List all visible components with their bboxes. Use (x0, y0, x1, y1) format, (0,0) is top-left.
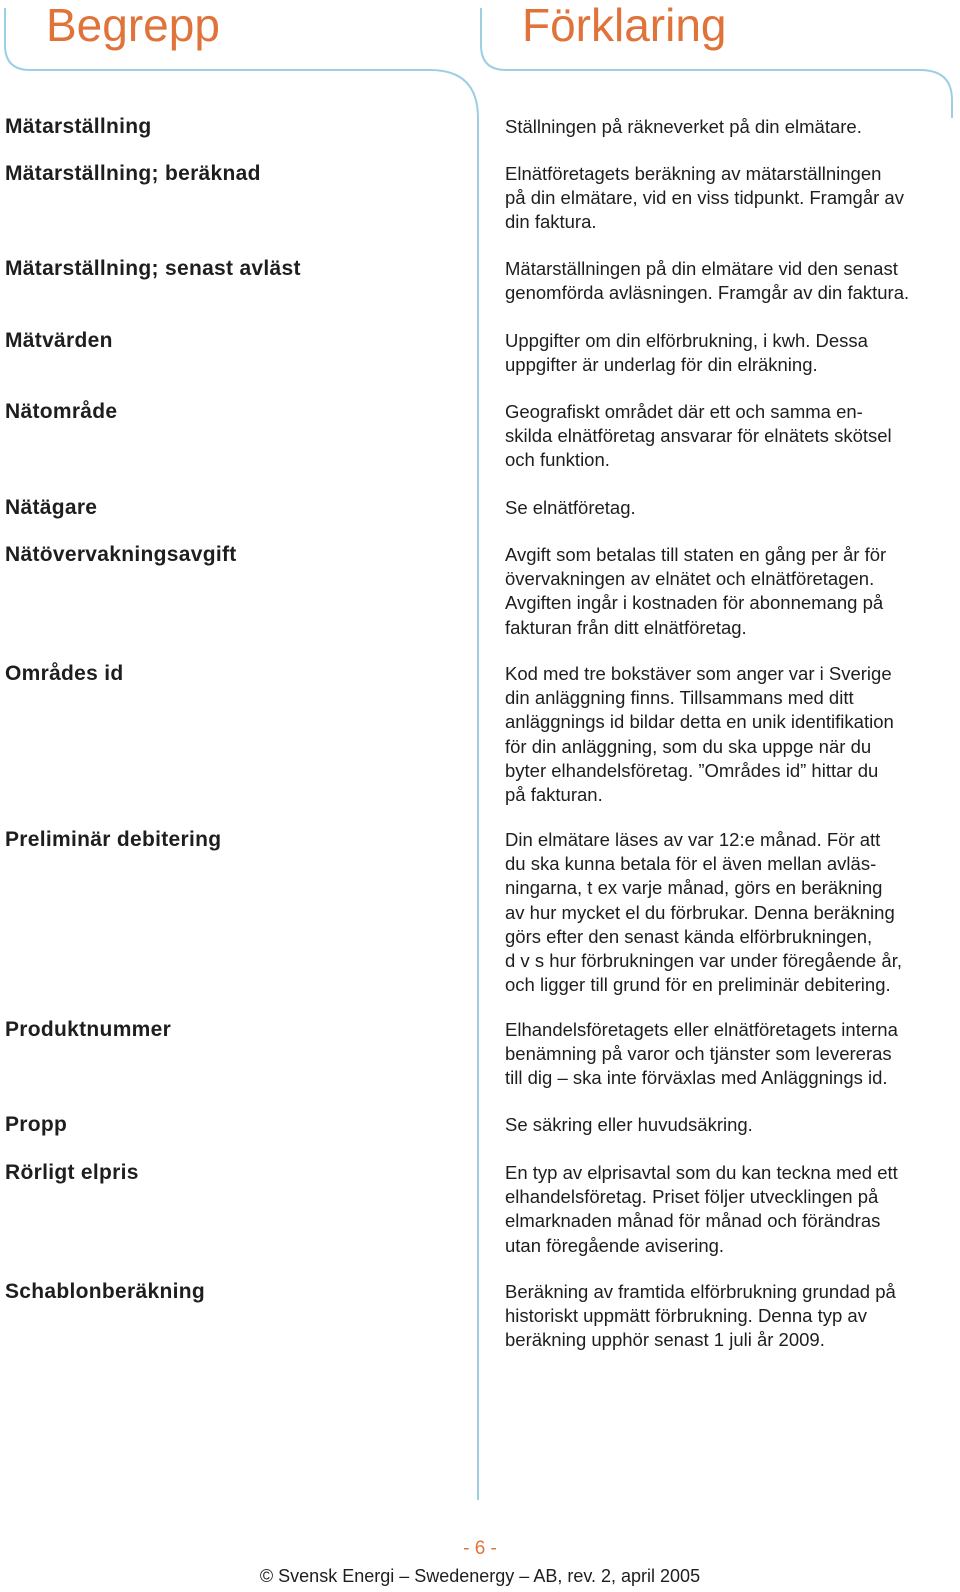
glossary-term: Produktnummer (5, 1018, 172, 1041)
glossary-definition: Se elnätföretag. (505, 497, 636, 518)
glossary-term: Nätområde (5, 400, 118, 423)
glossary-term: Mätarställning; beräknad (5, 162, 261, 185)
glossary-definition: Elhandelsföretagets eller elnätföretagets interna benämning på varor och tjänster som levereras till dig – ska inte förväxlas med Anläggnings id. (505, 1019, 898, 1089)
glossary-definition: Beräkning av framtida elförbrukning grundad på historiskt uppmätt förbrukning. Denna typ av beräkning upphör senast 1 juli år 2009. (505, 1281, 896, 1351)
glossary-term: Mätarställning (5, 115, 152, 138)
glossary-term: Områdes id (5, 662, 124, 685)
glossary-definition: En typ av elprisavtal som du kan teckna med ett elhandelsföretag. Priset följer utvecklingen på elmarknaden månad för månad och förändras utan föregående avisering. (505, 1162, 898, 1256)
glossary-term: Rörligt elpris (5, 1161, 139, 1184)
glossary-definition: Ställningen på räkneverket på din elmätare. (505, 116, 862, 137)
glossary-definition: Avgift som betalas till staten en gång per år för övervakningen av elnätet och elnätföretagen. Avgiften ingår i kostnaden för abonnemang på fakturan från ditt elnätföretag. (505, 544, 887, 638)
glossary-term: Preliminär debitering (5, 828, 222, 851)
glossary-definition: Elnätföretagets beräkning av mätarställningen på din elmätare, vid en viss tidpunkt. Framgår av din faktura. (505, 163, 904, 233)
left-bracket-line (5, 8, 478, 1500)
glossary-definition: Uppgifter om din elförbrukning, i kwh. Dessa uppgifter är underlag för din elräkning. (505, 330, 868, 376)
column-header-term: Begrepp (46, 0, 220, 51)
page-number: - 6 - (463, 1538, 497, 1559)
glossary-definition: Mätarställningen på din elmätare vid den senast genomförda avläsningen. Framgår av din faktura. (505, 258, 910, 304)
glossary-term: Mätarställning; senast avläst (5, 257, 301, 280)
glossary-term: Schablonberäkning (5, 1280, 205, 1303)
glossary-definition: Geografiskt området där ett och samma en- skilda elnätföretag ansvarar för elnätets skötsel och funktion. (505, 401, 892, 471)
glossary-term: Propp (5, 1113, 68, 1136)
glossary-definition: Se säkring eller huvudsäkring. (505, 1114, 753, 1135)
glossary-term: Mätvärden (5, 329, 113, 352)
glossary-term: Nätövervakningsavgift (5, 543, 237, 566)
glossary-definition: Din elmätare läses av var 12:e månad. För att du ska kunna betala för el även mellan avläs- ningarna, t ex varje månad, görs en beräkning av hur mycket el du förbrukar. Denna beräkning görs efter den senast kända elförbrukningen, d v s hur förbrukningen var under föregående år, och ligger till grund för en preliminär debitering. (505, 829, 902, 996)
glossary-definition: Kod med tre bokstäver som anger var i Sverige din anläggning finns. Tillsammans med ditt anläggnings id bildar detta en unik identifikation för din anläggning, som du ska uppge när du byter elhandelsföretag. ”Områdes id” hittar du på fakturan. (505, 663, 894, 806)
glossary-term: Nätägare (5, 496, 98, 519)
copyright-notice: © Svensk Energi – Swedenergy – AB, rev. 2, april 2005 (259, 1566, 701, 1586)
column-header-explanation: Förklaring (522, 0, 727, 51)
